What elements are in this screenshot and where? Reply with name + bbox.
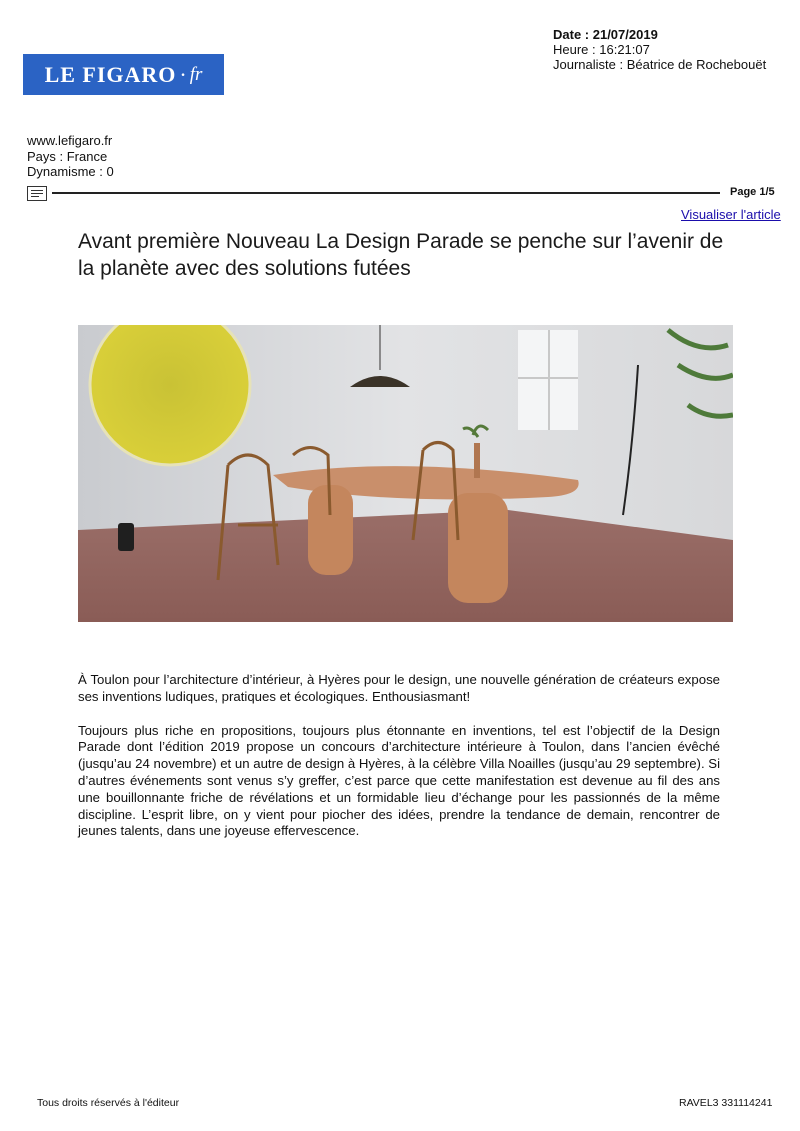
- journalist-label: Journaliste :: [553, 57, 627, 72]
- source-country: Pays : France: [27, 148, 108, 164]
- date-label: Date :: [553, 27, 593, 42]
- divider: [52, 192, 720, 194]
- time-label: Heure :: [553, 42, 600, 57]
- le-figaro-logo: [23, 54, 224, 95]
- article-photo: [78, 325, 733, 622]
- source-site: www.lefigaro.fr: [27, 133, 113, 148]
- article-body: [78, 672, 720, 857]
- source-dynamism: Dynamisme : 0: [27, 164, 114, 179]
- article-icon: [27, 186, 47, 201]
- rights-notice: Tous droits réservés à l'éditeur: [37, 1097, 180, 1109]
- time-line: [553, 42, 766, 57]
- document-reference: RAVEL3 331114241: [679, 1097, 773, 1109]
- date-line: [553, 27, 766, 42]
- logo-dot: ·: [179, 61, 187, 87]
- journalist-line: [553, 57, 766, 72]
- view-article-link[interactable]: Visualiser l'article: [681, 207, 781, 222]
- paragraph: Toujours plus riche en propositions, toujours plus étonnante en inventions, tel est l’objectif de la Design Parade dont l’édition 2019 propose un concours d’architecture intérieure à Toulon, dans l’ancien évêché (jusqu’au 24 novembre) et un autre de design à Hyères, à la célèbre Villa Noailles (jusqu’au 29 septembre). Si d’autres événements sont venus s’y greffer, c’est parce que cette manifestation est devenue au fil des ans une bouillonnante friche de révélations et un formidable lieu d’échange pour les passionnés de la même discipline. L’esprit libre, on y vient pour piocher des idées, prendre la tendance de demain, rencontrer de jeunes talents, dans une joyeuse effervescence.: [78, 722, 720, 839]
- journalist-value: Béatrice de Rochebouët: [626, 57, 767, 72]
- article-title: Avant première Nouveau La Design Parade se penche sur l’avenir de la planète avec des solutions futées: [78, 230, 724, 280]
- article-meta: [553, 27, 766, 72]
- logo-brand: LE FIGARO: [44, 61, 177, 87]
- paragraph: À Toulon pour l’architecture d’intérieur, à Hyères pour le design, une nouvelle génération de créateurs expose ses inventions ludiques, pratiques et écologiques. Enthousiasmant!: [78, 672, 720, 704]
- logo-suffix: fr: [189, 63, 203, 85]
- page-number: Page 1/5: [730, 186, 775, 198]
- time-value: 16:21:07: [599, 42, 650, 57]
- date-value: 21/07/2019: [592, 27, 658, 42]
- source-info: [27, 133, 114, 180]
